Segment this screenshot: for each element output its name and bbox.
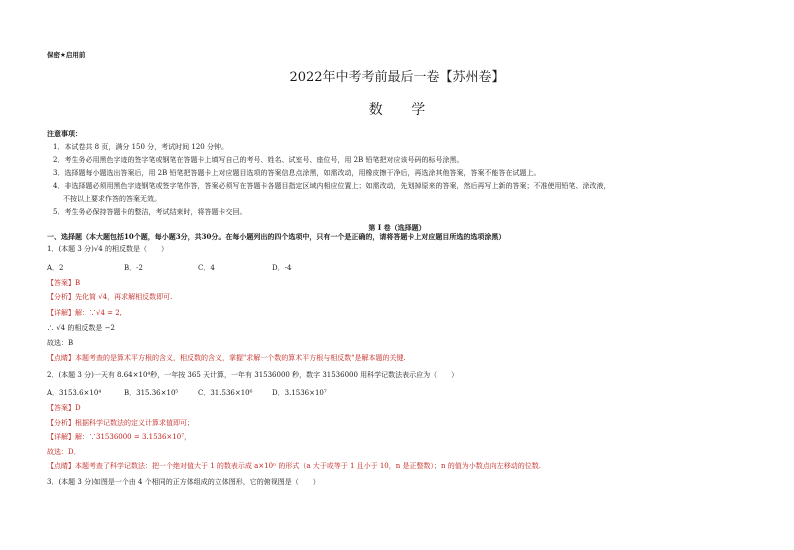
q1-answer: 【答案】B [47, 279, 81, 287]
q1-option-d: D．-4 [272, 264, 292, 272]
q2-answer: 【答案】D [47, 404, 81, 412]
q1-detail: 【详解】解：∵√4 = 2, [47, 309, 122, 317]
q2-comment: 【点睛】本题考查了科学记数法：把一个绝对值大于 1 的数表示成 a×10ⁿ 的形式（a 大于或等于 1 且小于 10，n 是正整数）；n 的值为小数点向左移动的位数. [47, 462, 541, 470]
q2-option-a: A．3153.6×10⁴ [47, 389, 102, 397]
q1-detail-2: ∴ √4 的相反数是 −2 [47, 324, 115, 332]
q2-option-c: C．31.536×10⁶ [198, 389, 253, 397]
q1-choice: 故选：B [47, 339, 74, 347]
q1-analysis: 【分析】先化简 √4，再求解相反数即可. [47, 293, 173, 301]
q2-option-b: B．315.36×10⁵ [124, 389, 179, 397]
notice-item: 2．考生务必用黑色字迹的签字笔或钢笔在答题卡上填写自己的考号、姓名、试室号、座位号，用 2B 铅笔把对应该号码的标号涂黑。 [53, 156, 464, 164]
q1-option-b: B．-2 [124, 264, 143, 272]
notice-item: 不按以上要求作答的答案无效。 [63, 195, 161, 203]
notice-heading: 注意事项： [47, 129, 82, 138]
exam-title: 2022年中考考前最后一卷【苏州卷】 [289, 70, 505, 85]
question-3-stem: 3．(本题 3 分)如图是一个由 4 个相同的正方体组成的立体图形，它的俯视图是（ ） [47, 478, 320, 486]
q1-comment: 【点睛】本题考查的是算术平方根的含义，相反数的含义，掌握"求解一个数的算术平方根与相反数"是解本题的关键. [47, 354, 406, 362]
q1-option-a: A．2 [47, 264, 64, 272]
notice-item: 3．选择题每小题选出答案后，用 2B 铅笔把答题卡上对应题目选项的答案信息点涂黑，如需改动，用橡皮擦干净后，再选涂其他答案，答案不能答在试题上。 [53, 169, 541, 177]
q1-option-c: C．4 [198, 264, 215, 272]
section-description: 一、选择题（本大题包括10个题，每小题3分，共30分。在每小题列出的四个选项中，只有一个是正确的，请将答题卡上对应题目所选的选项涂黑） [47, 232, 506, 241]
notice-item: 1．本试卷共 8 页，满分 150 分，考试时间 120 分钟。 [53, 143, 228, 151]
subject-title: 数 学 [368, 102, 438, 118]
notice-item: 5．考生务必保持答题卡的整洁，考试结束时，将答题卡交回。 [53, 208, 247, 216]
q2-detail: 【详解】解：∵31536000 = 3.1536×10⁷， [47, 433, 192, 441]
question-1-stem: 1．(本题 3 分)√4 的相反数是（ ） [47, 245, 168, 253]
q2-analysis: 【分析】根据科学记数法的定义计算求值即可； [47, 419, 194, 427]
q2-option-d: D．3.1536×10⁷ [272, 389, 327, 397]
question-2-stem: 2．(本题 3 分)一天有 8.64×10⁴秒，一年按 365 天计算，一年有 31536000 秒，数字 31536000 用科学记数法表示应为（ ） [47, 371, 459, 379]
notice-item: 4．非选择题必须用黑色字迹钢笔或签字笔作答，答案必须写在答题卡各题目指定区域内相应位置上；如需改动，先划掉原来的答案，然后再写上新的答案；不准使用铅笔、涂改液， [53, 182, 611, 190]
confidential-mark: 保密★启用前 [47, 51, 86, 59]
q2-choice: 故选：D． [47, 448, 81, 456]
section-title: 第 I 卷（选择题） [368, 223, 426, 232]
